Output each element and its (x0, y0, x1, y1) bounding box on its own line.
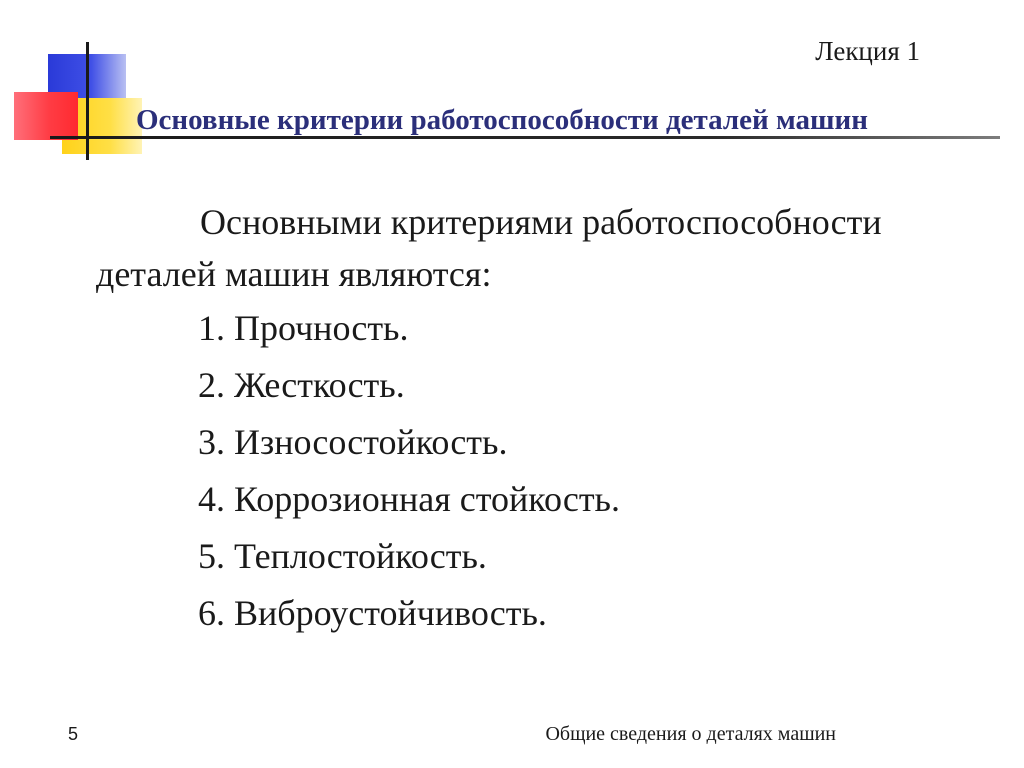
decor-vertical-line (86, 42, 89, 160)
decor-red-block (14, 92, 78, 140)
list-item: 6. Виброустойчивость. (198, 593, 547, 633)
list-item: 2. Жесткость. (198, 365, 405, 405)
list-item: 5. Теплостойкость. (198, 536, 487, 576)
intro-paragraph: Основными критериями работоспособности деталей машин являются: (96, 202, 882, 294)
list-item: 4. Коррозионная стойкость. (198, 479, 620, 519)
lecture-label: Лекция 1 (815, 36, 920, 66)
page-number: 5 (68, 724, 79, 744)
list-item: 3. Износостойкость. (198, 422, 508, 462)
footer-text: Общие сведения о деталях машин (545, 723, 836, 745)
criteria-list (198, 300, 620, 642)
slide-title: Основные критерии работоспособности деталей машин (136, 104, 868, 136)
list-item: 1. Прочность. (198, 308, 409, 348)
